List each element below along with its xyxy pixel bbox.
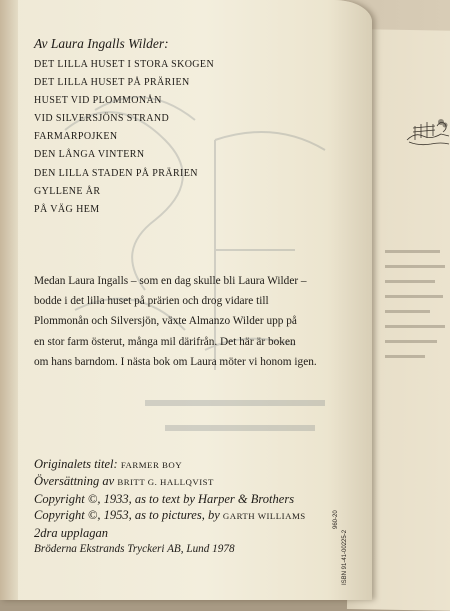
copyright-pictures-line [34, 507, 334, 524]
list-item: DET LILLA HUSET I STORA SKOGEN [34, 59, 215, 70]
page-stack-edge [0, 0, 18, 600]
original-title-label: Originalets titel: [34, 457, 118, 471]
printer-line: Bröderna Ekstrands Tryckeri AB, Lund 1978 [34, 543, 235, 556]
credits-block [34, 456, 334, 557]
blurb-line: om hans barndom. I nästa bok om Laura möter vi honom igen. [34, 355, 317, 368]
list-item: PÅ VÄG HEM [34, 203, 100, 215]
list-item: HUSET VID PLOMMONÅN [34, 95, 162, 107]
facing-page-faint-text-image [380, 240, 450, 380]
blurb-line: en stor farm österut, många mil därifrån. Det här är boken [34, 335, 296, 348]
list-item: FARMARPOJKEN [34, 131, 118, 143]
copyright-text-line: Copyright ©, 1933, as to text by Harper & Brothers [34, 491, 295, 506]
list-item: DET LILLA HUSET PÅ PRÄRIEN [34, 77, 190, 89]
illustrator-name: GARTH WILLIAMS [222, 511, 306, 522]
list-item: DEN LÅNGA VINTERN [34, 149, 145, 161]
list-item: GYLLENE ÅR [34, 185, 101, 197]
isbn-code: 960-20 [333, 510, 339, 529]
translation-line [34, 473, 334, 490]
book-list [34, 56, 214, 219]
list-item: VID SILVERSJÖNS STRAND [34, 113, 170, 125]
translation-label: Översättning av [34, 474, 115, 489]
isbn-number: ISBN 91-41-00225-2 [342, 529, 348, 585]
book-blurb [34, 271, 354, 372]
farm-illustration-image [405, 112, 450, 152]
author-heading: Av Laura Ingalls Wilder: [34, 36, 169, 51]
edition-line: 2dra upplagan [34, 525, 108, 540]
original-title-line [34, 456, 334, 473]
translator-name: BRITT G. HALLQVIST [117, 477, 214, 488]
original-title: FARMER BOY [120, 460, 183, 470]
blurb-line: bodde i det lilla huset på prärien och drog vidare till [34, 295, 269, 308]
copyright-pictures-label: Copyright ©, 1953, as to pictures, by [34, 508, 220, 523]
blurb-line: Medan Laura Ingalls – som en dag skulle bli Laura Wilder – [34, 275, 307, 287]
blurb-line: Plommonån och Silversjön, växte Almanzo Wilder upp på [34, 315, 297, 328]
list-item: DEN LILLA STADEN PÅ PRÄRIEN [34, 167, 198, 179]
